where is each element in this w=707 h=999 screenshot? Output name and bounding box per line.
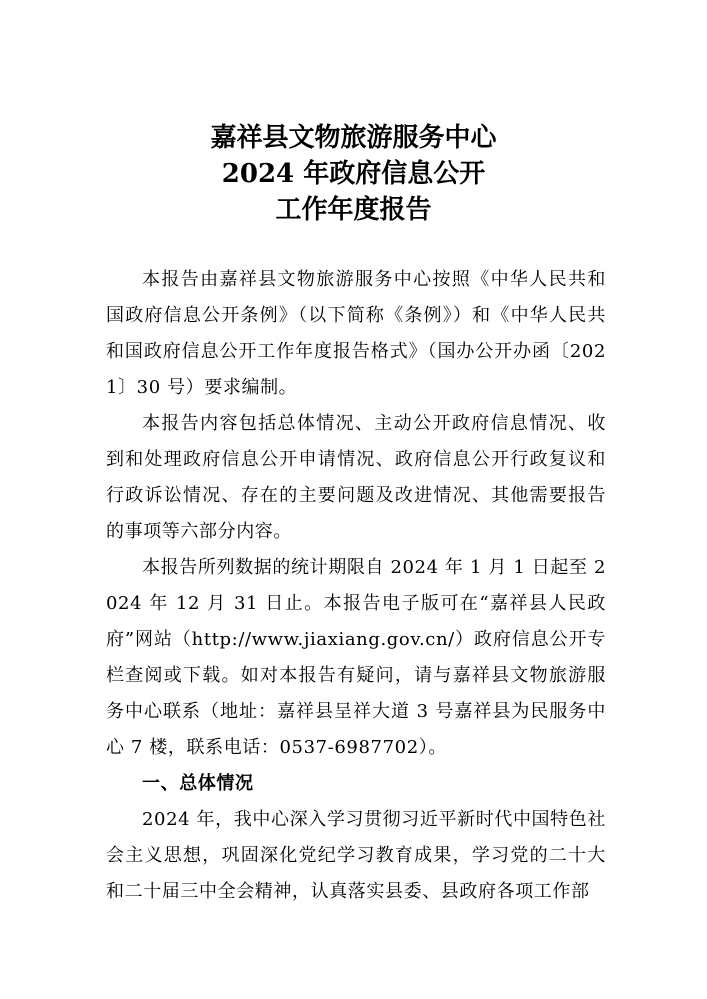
report-title	[0, 120, 707, 228]
report-body	[106, 262, 606, 910]
title-line-3: 工作年度报告	[275, 195, 432, 225]
title-line-2: 2024 年政府信息公开	[221, 159, 486, 189]
intro-paragraph-3: 本报告所列数据的统计期限自 2024 年 1 月 1 日起至 2024 年 12 月 31 日止。本报告电子版可在“嘉祥县人民政府”网站（http://www.jiaxiang.gov.cn/）政府信息公开专栏查阅或下载。如对本报告有疑问，请与嘉祥县文物旅游服务中心联系（地址：嘉祥县呈祥大道 3 号嘉祥县为民服务中心 7 楼，联系电话：0537-6987702）。	[106, 557, 606, 758]
intro-paragraph-1: 本报告由嘉祥县文物旅游服务中心按照《中华人民共和国政府信息公开条例》（以下简称《条例》）和《中华人民共和国政府信息公开工作年度报告格式》（国办公开办函〔2021〕30 号）要求编制。	[106, 269, 606, 398]
overview-paragraph: 2024 年，我中心深入学习贯彻习近平新时代中国特色社会主义思想，巩固深化党纪学习教育成果，学习党的二十大和二十届三中全会精神，认真落实县委、县政府各项工作部	[106, 809, 606, 902]
intro-paragraph-2: 本报告内容包括总体情况、主动公开政府信息情况、收到和处理政府信息公开申请情况、政府信息公开行政复议和行政诉讼情况、存在的主要问题及改进情况、其他需要报告的事项等六部分内容。	[106, 413, 606, 542]
title-line-1: 嘉祥县文物旅游服务中心	[210, 123, 497, 153]
section-heading-overview: 一、总体情况	[142, 773, 254, 794]
